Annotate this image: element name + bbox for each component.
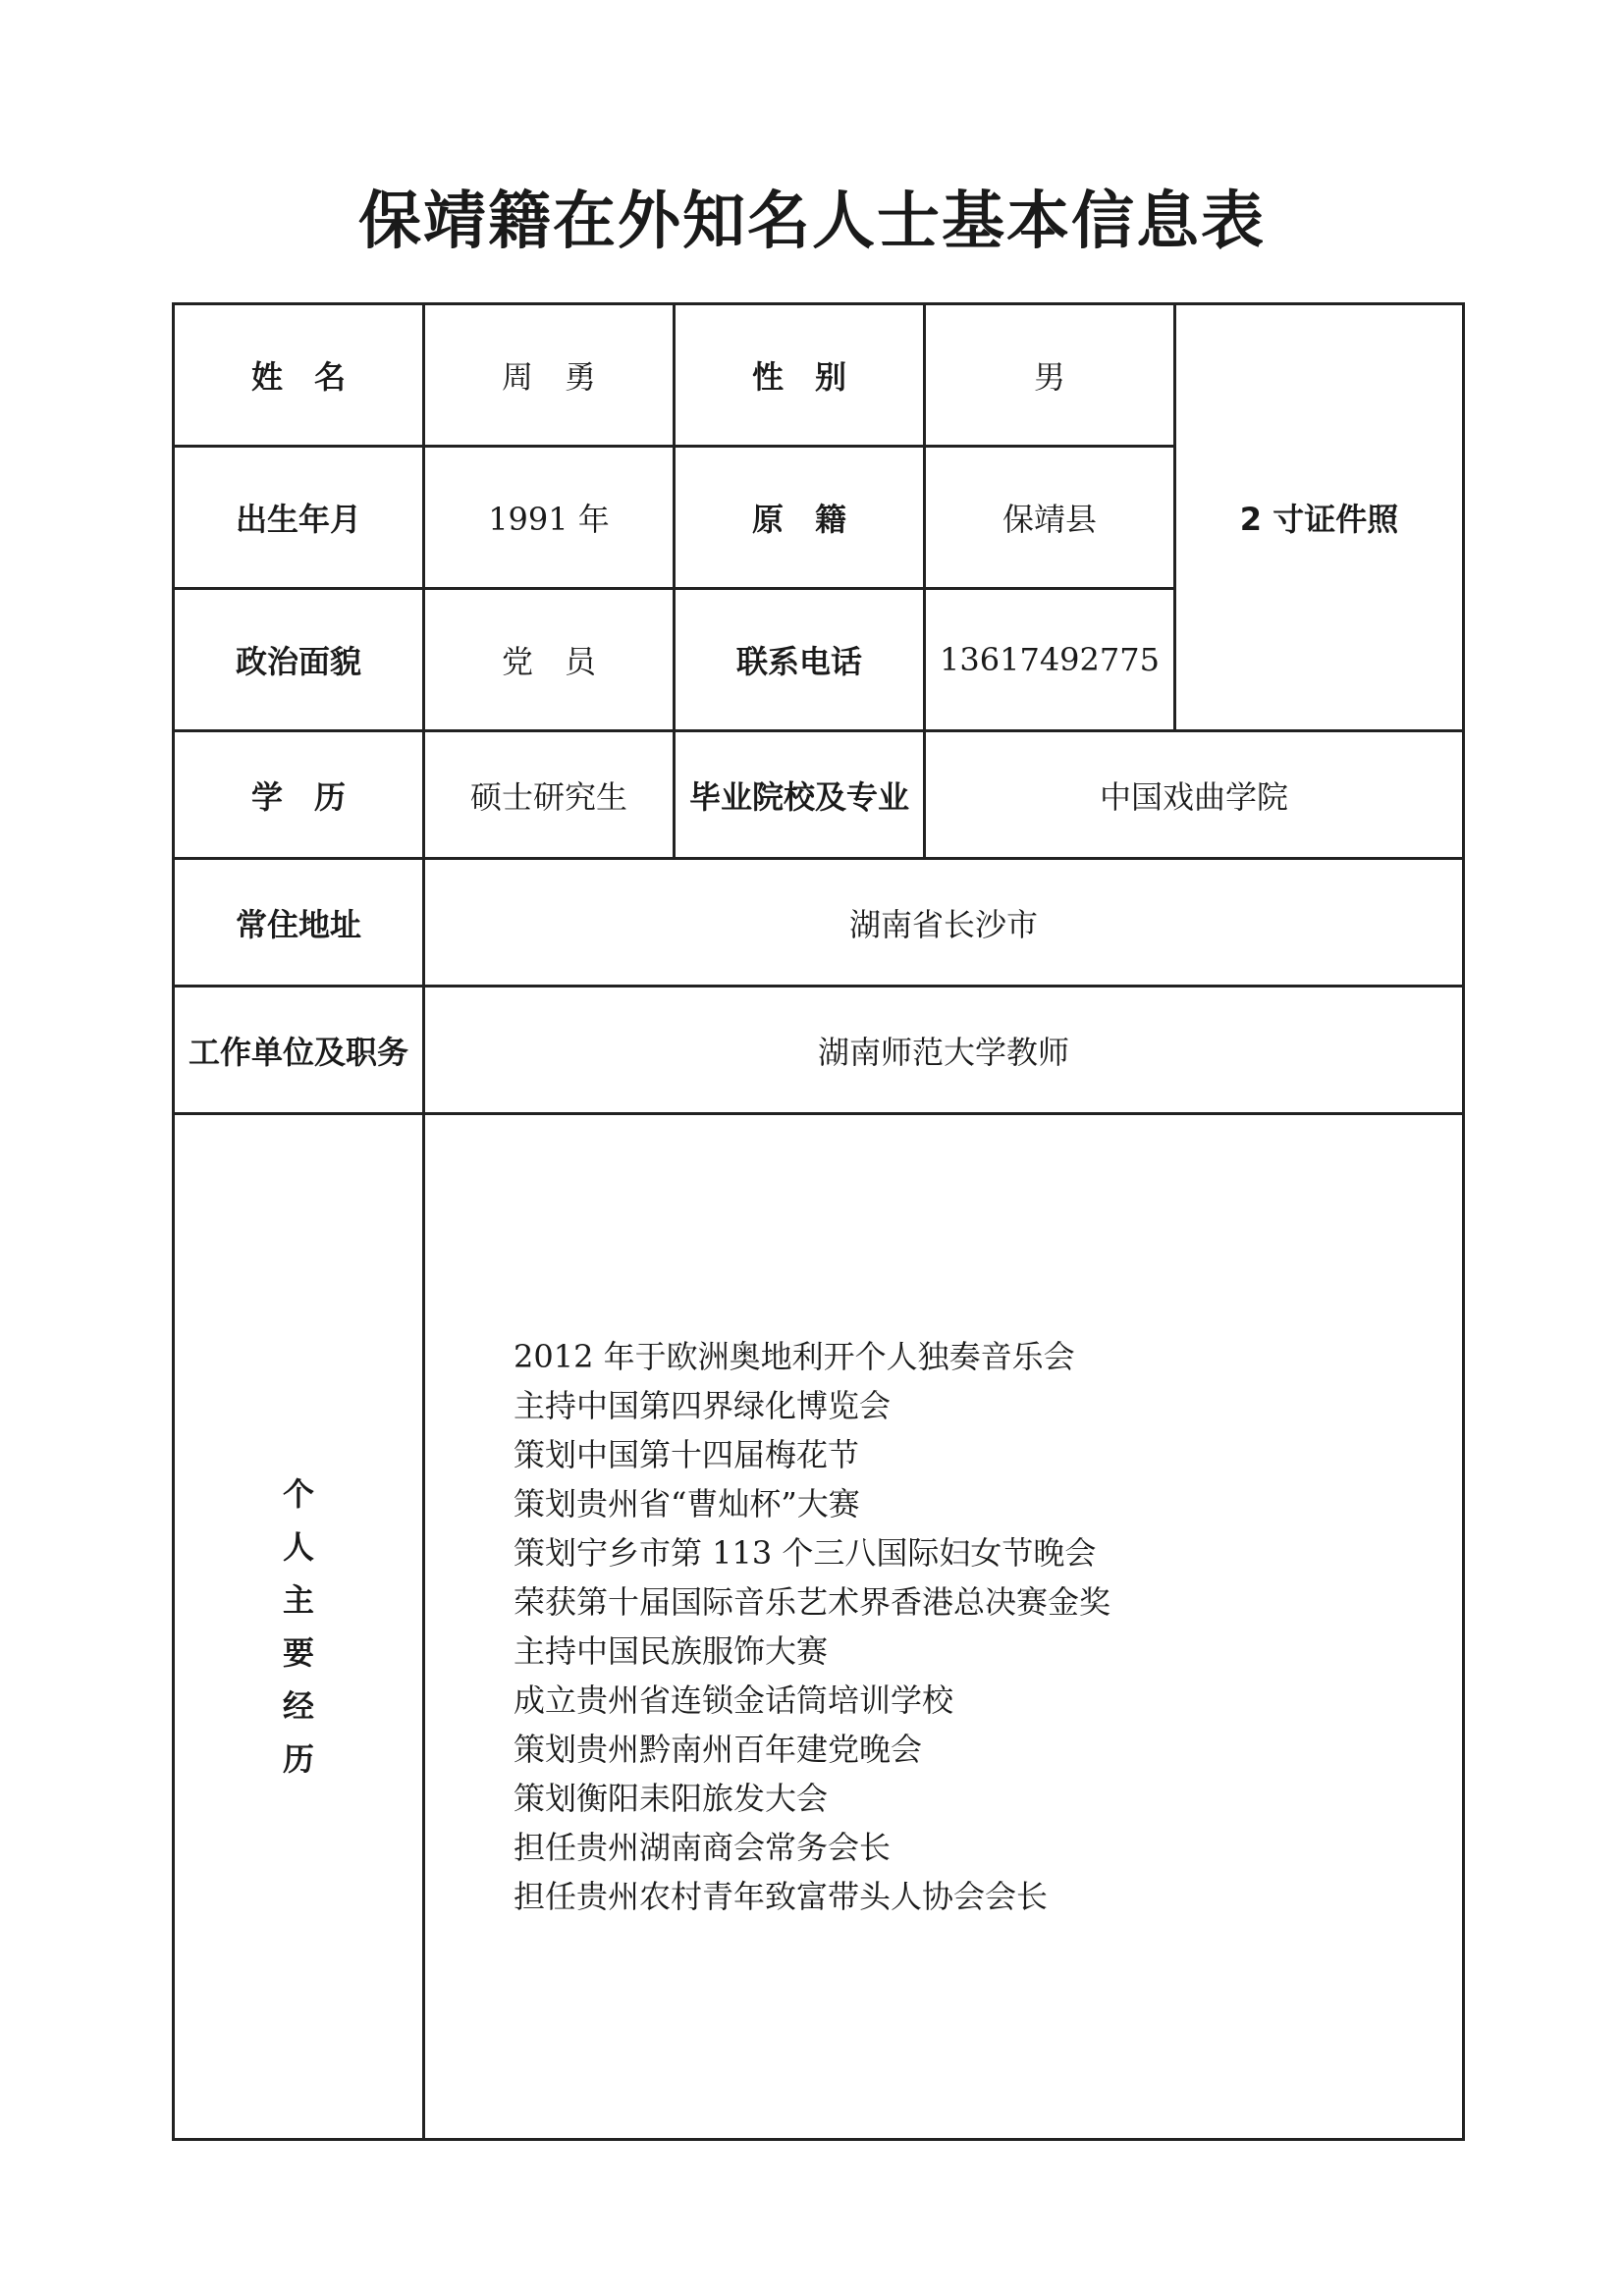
experience-item: 主持中国民族服饰大赛 — [514, 1632, 829, 1670]
school-label: 毕业院校及专业 — [675, 731, 925, 859]
birth-value: 1991 年 — [424, 447, 675, 589]
name-value: 周 勇 — [424, 304, 675, 447]
experience-label-char: 人 — [282, 1528, 314, 1566]
origin-label: 原 籍 — [675, 447, 925, 589]
work-value: 湖南师范大学教师 — [424, 987, 1464, 1114]
table-row-work — [174, 987, 1464, 1114]
name-label: 姓 名 — [174, 304, 424, 447]
birth-label: 出生年月 — [174, 447, 424, 589]
education-label: 学 历 — [174, 731, 424, 859]
experience-content — [424, 1114, 1464, 2140]
experience-item: 策划宁乡市第 113 个三八国际妇女节晚会 — [514, 1534, 1097, 1572]
table-row-experience — [174, 1114, 1464, 2140]
experience-item: 策划贵州黔南州百年建党晚会 — [514, 1731, 923, 1768]
info-table — [172, 302, 1465, 2141]
experience-item: 担任贵州湖南商会常务会长 — [514, 1829, 892, 1866]
experience-label-char: 个 — [282, 1475, 314, 1513]
experience-label — [174, 1114, 424, 2140]
experience-label-char: 历 — [282, 1740, 314, 1778]
experience-item: 担任贵州农村青年致富带头人协会会长 — [514, 1878, 1049, 1915]
page-title: 保靖籍在外知名人士基本信息表 — [358, 186, 1266, 258]
experience-item: 主持中国第四界绿化博览会 — [514, 1387, 892, 1424]
politics-value: 党 员 — [424, 589, 675, 731]
experience-item: 策划贵州省“曹灿杯”大赛 — [514, 1485, 860, 1522]
experience-item: 荣获第十届国际音乐艺术界香港总决赛金奖 — [514, 1583, 1111, 1621]
experience-item: 2012 年于欧洲奥地利开个人独奏音乐会 — [514, 1338, 1075, 1375]
experience-item: 策划衡阳耒阳旅发大会 — [514, 1780, 829, 1817]
address-value: 湖南省长沙市 — [424, 859, 1464, 987]
photo-placeholder: 2 寸证件照 — [1175, 304, 1464, 731]
experience-list — [425, 1332, 1462, 1921]
experience-item: 策划中国第十四届梅花节 — [514, 1436, 860, 1473]
experience-label-char: 主 — [282, 1581, 314, 1619]
phone-value: 13617492775 — [925, 589, 1175, 731]
origin-value: 保靖县 — [925, 447, 1175, 589]
experience-item: 成立贵州省连锁金话筒培训学校 — [514, 1682, 954, 1719]
school-value: 中国戏曲学院 — [925, 731, 1464, 859]
phone-label: 联系电话 — [675, 589, 925, 731]
table-row-name — [174, 304, 1464, 447]
gender-label: 性 别 — [675, 304, 925, 447]
gender-value: 男 — [925, 304, 1175, 447]
table-row-education — [174, 731, 1464, 859]
experience-label-char: 经 — [282, 1687, 314, 1725]
work-label: 工作单位及职务 — [174, 987, 424, 1114]
table-row-address — [174, 859, 1464, 987]
experience-label-char: 要 — [282, 1634, 314, 1672]
education-value: 硕士研究生 — [424, 731, 675, 859]
politics-label: 政治面貌 — [174, 589, 424, 731]
address-label: 常住地址 — [174, 859, 424, 987]
